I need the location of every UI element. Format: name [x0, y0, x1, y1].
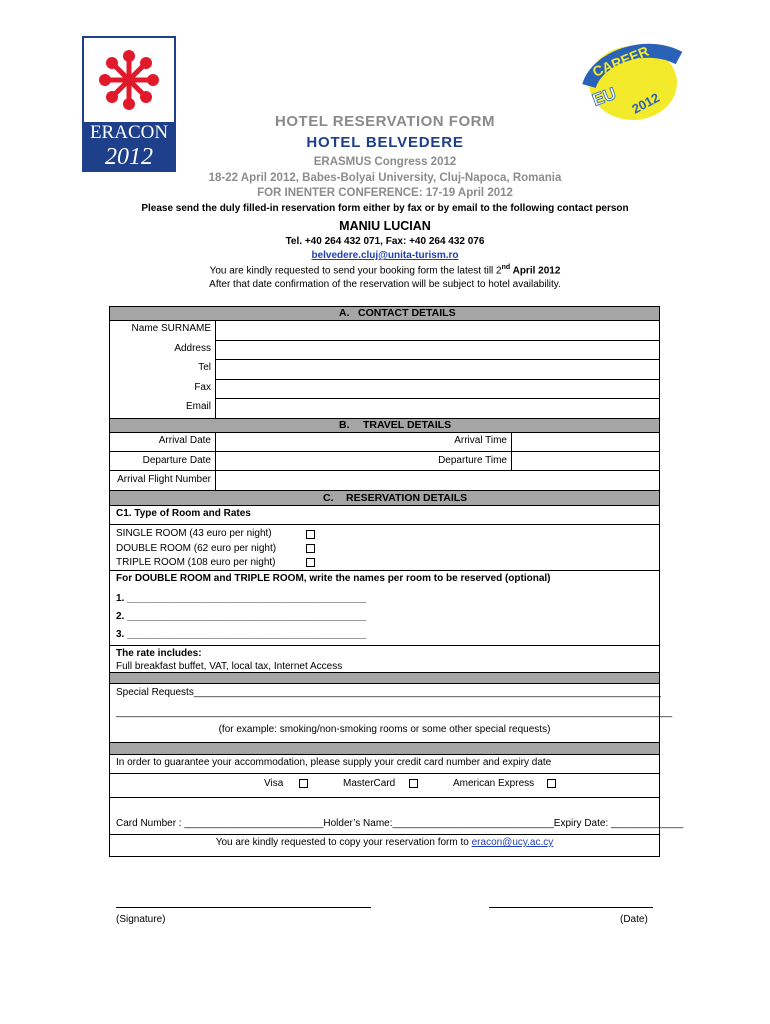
arrival-time-label: Arrival Time	[454, 435, 507, 446]
address-input[interactable]	[216, 341, 659, 359]
card-details-line[interactable]: Card Number : _________________________Holder’s Name:_____________________________Expiry Date: _____________	[116, 818, 684, 829]
tel-input[interactable]	[216, 360, 659, 379]
section-a-title: CONTACT DETAILS	[358, 307, 456, 319]
inenter-conference: FOR INENTER CONFERENCE: 17-19 April 2012	[257, 187, 513, 199]
arrival-time-input[interactable]	[512, 433, 659, 451]
copy-form-note	[110, 837, 659, 848]
deadline-sup: nd	[501, 264, 511, 271]
logo-name: ERACON	[84, 122, 174, 144]
badge-career: CAREER	[590, 42, 651, 80]
deadline-text	[0, 264, 770, 276]
guarantee-text: In order to guarantee your accommodation, please supply your credit card number and expiry date	[116, 757, 552, 768]
fax-input[interactable]	[216, 380, 659, 398]
names-note: For DOUBLE ROOM and TRIPLE ROOM, write the names per room to be reserved (optional)	[116, 573, 551, 584]
date-label: (Date)	[620, 914, 648, 925]
special-requests-line-2[interactable]: ____________________________________________________________________________________________________	[116, 707, 673, 718]
section-c-title: RESERVATION DETAILS	[346, 492, 468, 504]
field-tel: Tel	[198, 362, 211, 373]
double-room-checkbox[interactable]	[306, 544, 315, 553]
eracon-email-link[interactable]: eracon@ucy.ac.cy	[471, 837, 554, 848]
deadline-date: April 2012	[510, 265, 561, 277]
hotel-email-link[interactable]: belvedere.cluj@unita-turism.ro	[311, 250, 459, 261]
double-room-label: DOUBLE ROOM (62 euro per night)	[116, 543, 277, 554]
field-address: Address	[174, 343, 211, 354]
departure-time-label: Departure Time	[438, 455, 507, 466]
single-room-checkbox[interactable]	[306, 530, 315, 539]
field-name-surname: Name SURNAME	[131, 323, 211, 334]
special-requests-line-1[interactable]: Special Requests____________________________________________________________________________________	[116, 687, 661, 698]
section-c-letter: C.	[323, 492, 334, 504]
amex-checkbox[interactable]	[547, 779, 556, 788]
gray-separator-2	[110, 743, 659, 754]
flight-number-label: Arrival Flight Number	[117, 474, 211, 485]
rate-heading: The rate includes:	[116, 648, 202, 659]
triple-room-checkbox[interactable]	[306, 558, 315, 567]
section-c-header	[110, 491, 659, 505]
eracon-logo	[82, 36, 176, 172]
section-b-header	[110, 419, 659, 432]
badge-year: 2012	[629, 89, 662, 117]
departure-date-label: Departure Date	[142, 455, 211, 466]
room-types-heading: C1. Type of Room and Rates	[116, 508, 251, 519]
mastercard-label: MasterCard	[343, 778, 396, 789]
triple-room-label: TRIPLE ROOM (108 euro per night)	[116, 557, 276, 568]
room-name-line-1[interactable]: 1. ___________________________________________	[116, 593, 367, 604]
single-room-label: SINGLE ROOM (43 euro per night)	[116, 528, 272, 539]
congress-name: ERASMUS Congress 2012	[313, 156, 457, 168]
signature-label: (Signature)	[116, 914, 166, 925]
visa-label: Visa	[264, 778, 284, 789]
name-surname-input[interactable]	[216, 321, 659, 340]
special-requests-example: (for example: smoking/non-smoking rooms or some other special requests)	[218, 724, 551, 735]
after-date-note: After that date confirmation of the reservation will be subject to hotel availability.	[209, 279, 561, 290]
field-email: Email	[185, 401, 211, 412]
room-name-line-2[interactable]: 2. ___________________________________________	[116, 611, 367, 622]
send-instruction: Please send the duly filled-in reservation form either by fax or by email to the following contact person	[141, 203, 629, 214]
date-line[interactable]	[489, 907, 653, 908]
email-input[interactable]	[216, 399, 659, 418]
contact-person: MANIU LUCIAN	[339, 219, 431, 233]
badge-eu: EU	[589, 83, 619, 110]
amex-label: American Express	[453, 778, 535, 789]
flight-number-input[interactable]	[216, 471, 659, 490]
form-title: HOTEL RESERVATION FORM	[275, 113, 495, 130]
congress-dates: 18-22 April 2012, Babes-Bolyai University, Cluj-Napoca, Romania	[208, 172, 562, 184]
room-name-line-3[interactable]: 3. ___________________________________________	[116, 629, 367, 640]
copy-form-text: You are kindly requested to copy your reservation form to	[215, 837, 472, 848]
arrival-date-label: Arrival Date	[158, 435, 211, 446]
section-b-letter: B.	[339, 419, 350, 431]
section-a-header	[110, 307, 659, 320]
deadline-pre: You are kindly requested to send your booking form the latest till 2	[209, 265, 502, 277]
star-icon	[84, 38, 174, 122]
section-a-letter: A.	[339, 307, 350, 319]
mastercard-checkbox[interactable]	[409, 779, 418, 788]
rate-includes: Full breakfast buffet, VAT, local tax, Internet Access	[116, 661, 343, 672]
visa-checkbox[interactable]	[299, 779, 308, 788]
arrival-date-input[interactable]	[216, 433, 400, 451]
hotel-email-line	[0, 250, 770, 261]
logo-year: 2012	[84, 144, 174, 170]
section-b-title: TRAVEL DETAILS	[363, 419, 452, 431]
departure-time-input[interactable]	[512, 452, 659, 470]
departure-date-input[interactable]	[216, 452, 400, 470]
tel-fax: Tel. +40 264 432 071, Fax: +40 264 432 076	[285, 236, 485, 247]
hotel-name: HOTEL BELVEDERE	[306, 134, 464, 151]
signature-line[interactable]	[116, 907, 371, 908]
gray-separator-1	[110, 673, 659, 683]
field-fax: Fax	[194, 382, 211, 393]
